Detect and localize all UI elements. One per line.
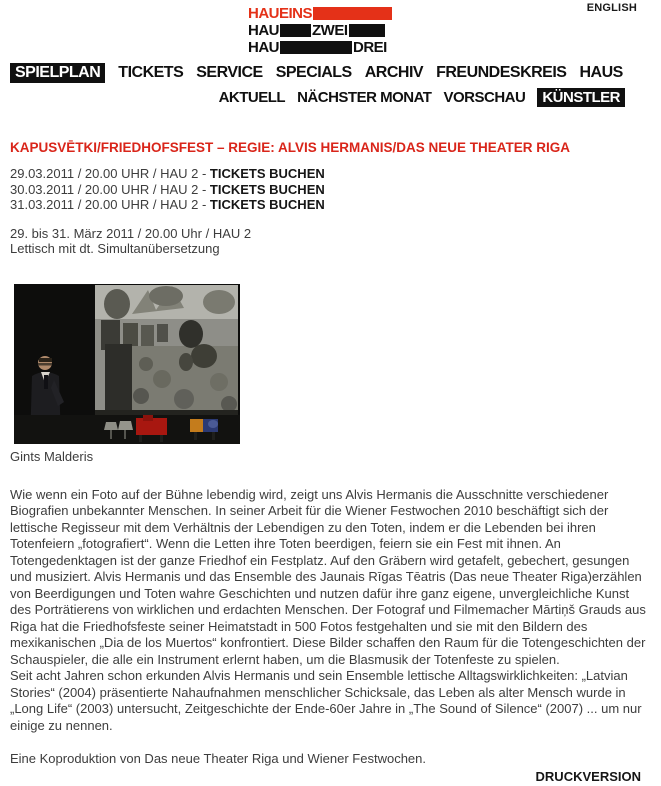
nav-item-tickets[interactable]: TICKETS (118, 64, 184, 81)
logo-text-zwei: ZWEI (312, 22, 348, 39)
logo-text-drei: DREI (353, 39, 387, 56)
logo-redaction-bar (349, 24, 385, 37)
logo-text-haueins: HAUEINS (248, 5, 313, 22)
nav-item-archiv[interactable]: ARCHIV (364, 64, 424, 81)
nav-item-haus[interactable]: HAUS (579, 64, 623, 81)
performance-date-row (10, 197, 651, 213)
logo-redaction-bar (313, 7, 392, 20)
print-row (10, 768, 651, 786)
event-info-language: Lettisch mit dt. Simultanübersetzung (10, 241, 220, 256)
event-info-dates: 29. bis 31. März 2011 / 20.00 Uhr / HAU 2 (10, 225, 252, 241)
page-title: KAPUSVĒTKI/FRIEDHOFSFEST – REGIE: ALVIS HERMANIS/DAS NEUE THEATER RIGA (10, 140, 571, 155)
logo-row-haueins (248, 7, 398, 20)
english-language-link[interactable]: ENGLISH (586, 2, 637, 14)
production-photo-figure (10, 284, 240, 464)
tickets-buchen-link[interactable]: TICKETS BUCHEN (209, 166, 325, 181)
logo-redaction-bar (280, 41, 352, 54)
stage-photo (14, 284, 240, 444)
description-paragraph-1: Wie wenn ein Foto auf der Bühne lebendig wird, zeigt uns Alvis Hermanis die Ausschnitte verschiedener Biografien unbekannter Menschen. In seiner Arbeit für die Wiener Festwochen 2010 beschäftigt sich der lettische Regisseur mit dem Verhältnis der Lebendigen zu den Toten, indem er die Lebenden bei ihren Totenfeiern „fotografiert“. Wenn die Letten ihre Toten beerdigen, feiern sie ein Fest mit ihnen. An Totengedenktagen ist der ganze Friedhof ein Festplatz. Auf den Gräbern wird getafelt, gebechert, gesungen und musiziert. Alvis Hermanis und das Ensemble des Jaunais Rīgas Tēatris (Das neue Theater Riga)erzählen von Beerdigungen und Toten wahre Geschichten und nutzen dafür ihre ganz eigene, unvergleichliche Kunst des Porträtierens von wirklichen und erdachten Menschen. Der Fotograf und Filmemacher Mārtiņš Grauds aus Riga hat die Friedhofsfeste seiner Heimatstadt in 500 Fotos festgehalten und sie mit den Bildern des mexikanischen „Dia de los Muertos“ konfrontiert. Diese Bilder schaffen den Raum für die Totengeschichten der Schauspieler, die alle ein Instrument erlernt haben, um die Blasmusik der Totenfeste zu spielen. (10, 486, 646, 667)
nav-item-freundeskreis[interactable]: FREUNDESKREIS (436, 64, 567, 81)
nav-item-specials[interactable]: SPECIALS (275, 64, 352, 81)
photo-caption: Gints Malderis (10, 448, 94, 464)
nav-item-naechster-monat[interactable]: NÄCHSTER MONAT (297, 89, 432, 106)
nav-item-kuenstler[interactable]: KÜNSTLER (537, 88, 625, 107)
nav-item-aktuell[interactable]: AKTUELL (218, 89, 286, 106)
tickets-buchen-link[interactable]: TICKETS BUCHEN (209, 181, 325, 197)
performance-date-row (10, 166, 651, 182)
nav-item-service[interactable]: SERVICE (196, 64, 263, 81)
nav-item-vorschau[interactable]: VORSCHAU (443, 89, 526, 106)
description-paragraph-2: Seit acht Jahren schon erkunden Alvis Hermanis und sein Ensemble lettische Alltagswirklichkeiten: „Latvian Stories“ (2004) präsentierte Nahaufnahmen menschlicher Schicksale, das Leben als alter Mensch wurde in „Long Life“ (2003) untersucht, Zeitgeschichte der Ende-60er Jahre in „The Sound of Silence“ (2007) ... um nur einige zu nennen. (10, 668, 642, 733)
logo-text-hau: HAU (248, 39, 279, 56)
tickets-buchen-link[interactable]: TICKETS BUCHEN (209, 197, 325, 212)
performance-date: 29.03.2011 / 20.00 UHR / HAU 2 - (10, 166, 210, 181)
event-description (10, 487, 651, 735)
primary-navigation (10, 63, 623, 83)
performance-date: 30.03.2011 / 20.00 UHR / HAU 2 - (10, 181, 210, 197)
hau-logo[interactable] (248, 7, 398, 58)
logo-row-hauzwei (248, 24, 398, 37)
performance-dates (10, 166, 651, 213)
coproduction-note: Eine Koproduktion von Das neue Theater Riga und Wiener Festwochen. (10, 751, 427, 766)
secondary-navigation (219, 88, 625, 107)
druckversion-link[interactable]: DRUCKVERSION (535, 769, 641, 784)
nav-item-spielplan[interactable]: SPIELPLAN (10, 63, 105, 83)
logo-row-haudrei (248, 41, 398, 54)
performance-date: 31.03.2011 / 20.00 UHR / HAU 2 - (10, 197, 210, 212)
event-detail (10, 140, 651, 786)
event-info (10, 226, 651, 257)
logo-text-hau: HAU (248, 22, 279, 39)
performance-date-row (10, 182, 651, 198)
logo-redaction-bar (280, 24, 311, 37)
